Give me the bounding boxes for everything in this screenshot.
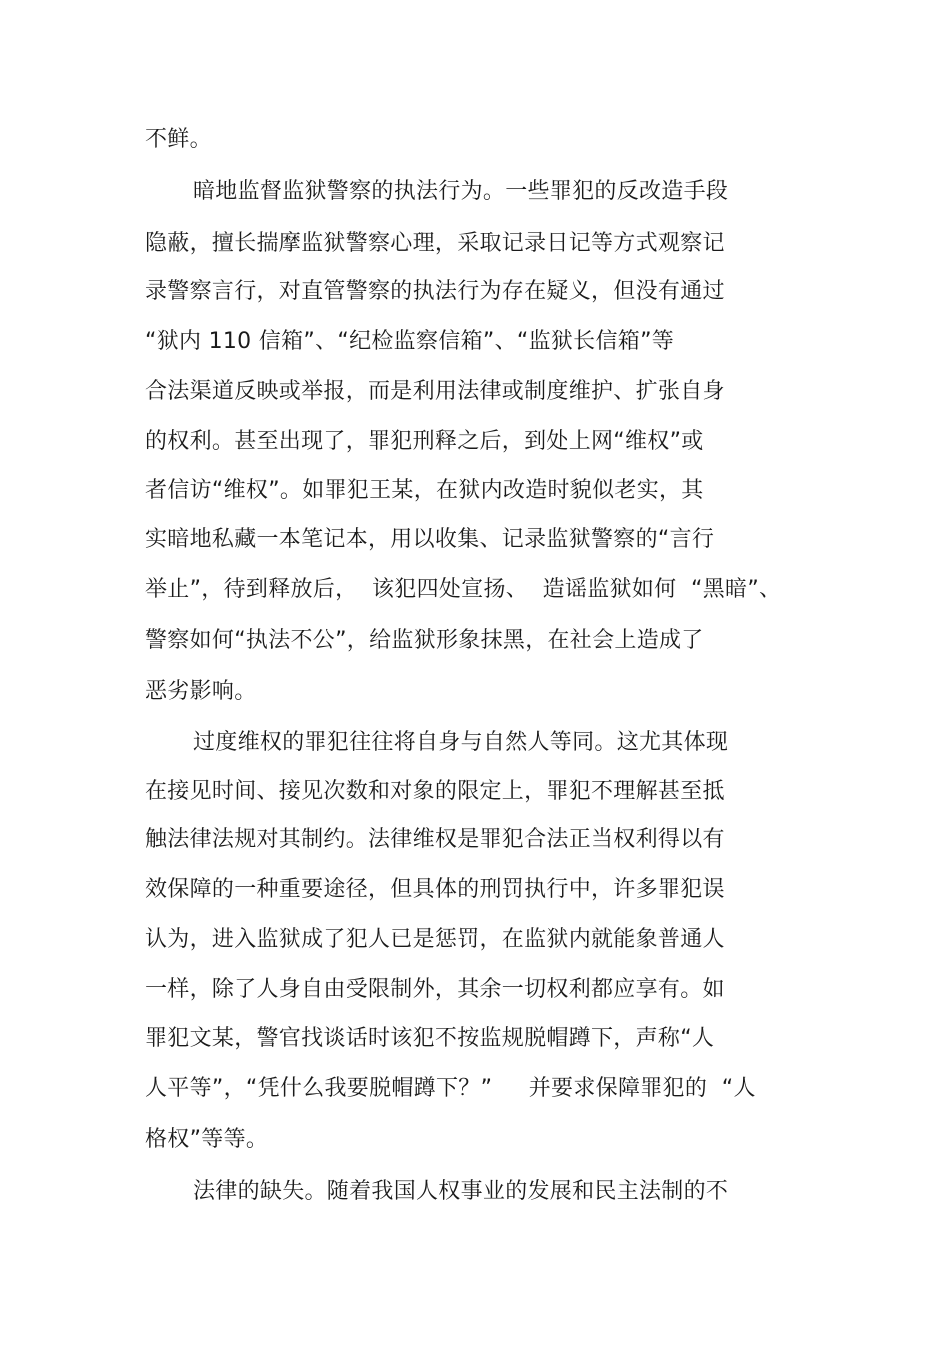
text-line: 隐蔽，擅长揣摩监狱警察心理，采取记录日记等方式观察记 (145, 231, 725, 256)
text-line: 格权”等等。 (145, 1127, 269, 1152)
text-line: 录警察言行，对直管警察的执法行为存在疑义，但没有通过 (145, 279, 725, 304)
text-line: 不鲜。 (145, 127, 212, 152)
text-line: “狱内 110 信箱”、“纪检监察信箱”、“监狱长信箱”等 (145, 329, 675, 354)
text-line: 一样，除了人身自由受限制外，其余一切权利都应享有。如 (145, 977, 725, 1002)
text-line: 实暗地私藏一本笔记本，用以收集、记录监狱警察的“言行 (145, 527, 715, 552)
paragraph-start-line: 暗地监督监狱警察的执法行为。一些罪犯的反改造手段 (193, 179, 729, 204)
text-line: 人平等”，“凭什么我要脱帽蹲下？” 并要求保障罪犯的 “人 (145, 1076, 756, 1101)
text-line: 的权利。甚至出现了，罪犯刑释之后，到处上网“维权”或 (145, 429, 704, 454)
text-line: 认为，进入监狱成了犯人已是惩罚，在监狱内就能象普通人 (145, 927, 725, 952)
text-line: 效保障的一种重要途径，但具体的刑罚执行中，许多罪犯误 (145, 877, 725, 902)
text-line: 者信访“维权”。如罪犯王某，在狱内改造时貌似老实，其 (145, 478, 704, 503)
text-line: 罪犯文某，警官找谈话时该犯不按监规脱帽蹲下，声称“人 (145, 1026, 715, 1051)
text-line: 举止”，待到释放后， 该犯四处宣扬、 造谣监狱如何 “黑暗”、 (145, 577, 782, 602)
text-line: 在接见时间、接见次数和对象的限定上，罪犯不理解甚至抵 (145, 779, 725, 804)
paragraph-start-line: 过度维权的罪犯往往将自身与自然人等同。这尤其体现 (193, 730, 729, 755)
paragraph-start-line: 法律的缺失。随着我国人权事业的发展和民主法制的不 (193, 1179, 729, 1204)
text-line: 警察如何“执法不公”，给监狱形象抹黑，在社会上造成了 (145, 628, 704, 653)
text-line: 合法渠道反映或举报，而是利用法律或制度维护、扩张自身 (145, 379, 725, 404)
text-line: 触法律法规对其制约。法律维权是罪犯合法正当权利得以有 (145, 827, 725, 852)
text-line: 恶劣影响。 (145, 679, 257, 704)
